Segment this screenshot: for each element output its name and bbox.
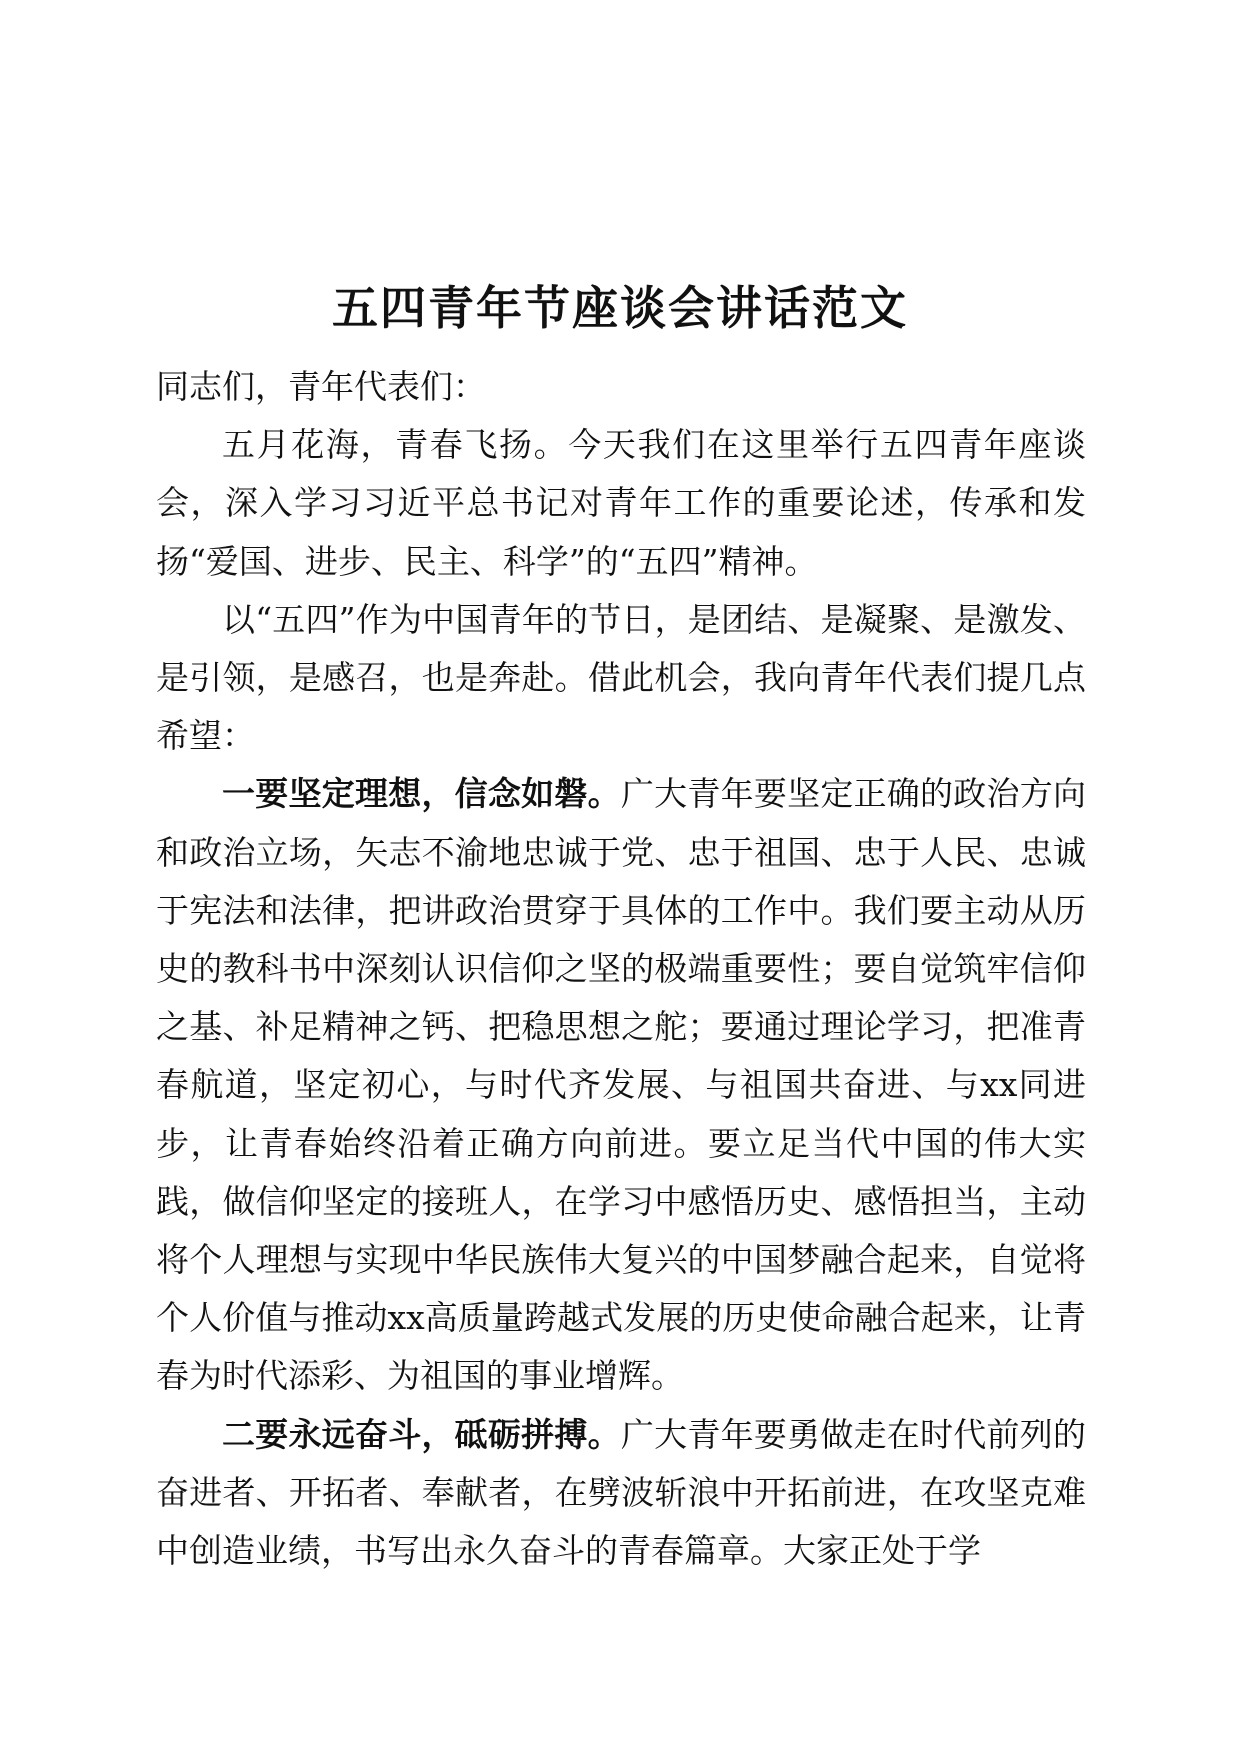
paragraph-point-one: [156, 765, 1086, 1405]
salutation: 同志们，青年代表们：: [156, 367, 486, 406]
point-two-heading: 二要永远奋斗，砥砺拼搏。: [222, 1414, 621, 1454]
paragraph-text: 五月花海，青春飞扬。今天我们在这里举行五四青年座谈会，深入学习习近平总书记对青年工作的重要论述，传承和发扬“爱国、进步、民主、科学”的“五四”精神。: [156, 425, 1086, 581]
document-body: [156, 358, 1086, 1580]
paragraph-opening: [156, 416, 1086, 591]
paragraph-hopes-intro: [156, 591, 1086, 766]
paragraph-point-two: [156, 1406, 1086, 1581]
paragraph-text: 以“五四”作为中国青年的节日，是团结、是凝聚、是激发、是引领，是感召，也是奔赴。借此机会，我向青年代表们提几点希望：: [156, 599, 1086, 756]
point-one-heading: 一要坚定理想，信念如磐。: [222, 774, 621, 814]
paragraph-text: 广大青年要坚定正确的政治方向和政治立场，矢志不渝地忠诚于党、忠于祖国、忠于人民、忠诚于宪法和法律，把讲政治贯穿于具体的工作中。我们要主动从历史的教科书中深刻认识信仰之坚的极端重要性；要自觉筑牢信仰之基、补足精神之钙、把稳思想之舵；要通过理论学习，把准青春航道，坚定初心，与时代齐发展、与祖国共奋进、与xx同进步，让青春始终沿着正确方向前进。要立足当代中国的伟大实践，做信仰坚定的接班人，在学习中感悟历史、感悟担当，主动将个人理想与实现中华民族伟大复兴的中国梦融合起来，自觉将个人价值与推动xx高质量跨越式发展的历史使命融合起来，让青春为时代添彩、为祖国的事业增辉。: [156, 774, 1087, 1396]
paragraph-text: 广大青年要勇做走在时代前列的奋进者、开拓者、奉献者，在劈波斩浪中开拓前进，在攻坚克难中创造业绩，书写出永久奋斗的青春篇章。大家正处于学: [156, 1414, 1087, 1571]
document-title: 五四青年节座谈会讲话范文: [332, 281, 908, 335]
